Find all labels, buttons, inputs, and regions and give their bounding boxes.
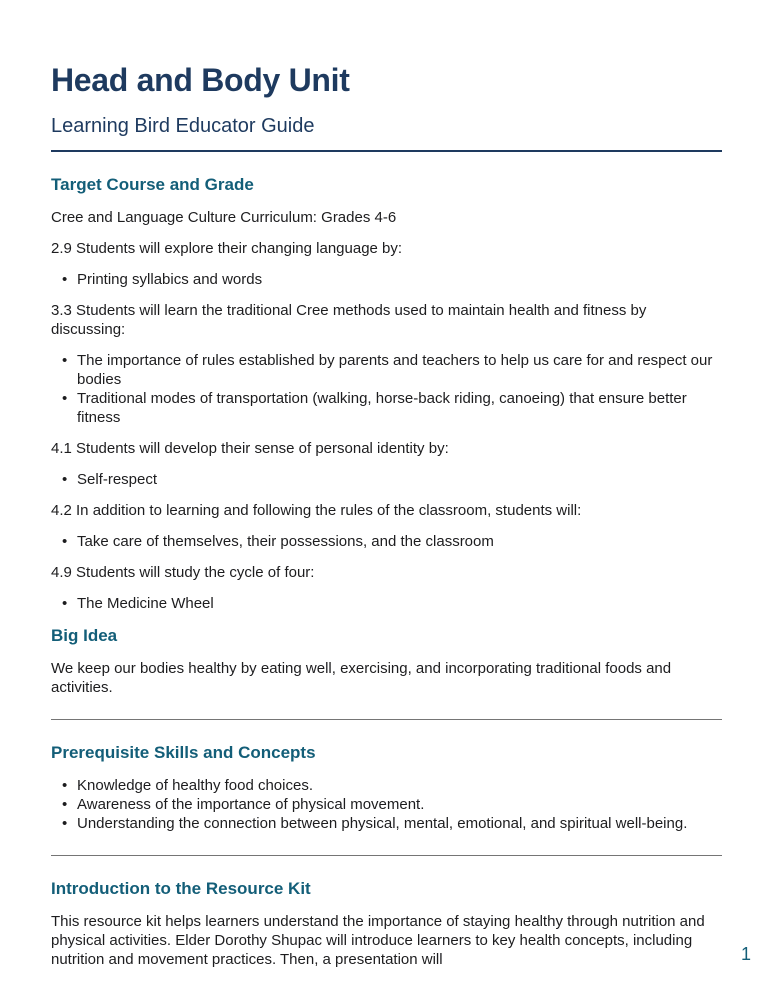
section-heading-introduction: Introduction to the Resource Kit	[51, 879, 311, 898]
outcome-bullets-4-2	[51, 532, 722, 551]
outcome-lead-4-9: 4.9 Students will study the cycle of four:	[51, 564, 315, 581]
bullet-item: • The Medicine Wheel	[62, 594, 722, 613]
section-divider	[51, 855, 722, 856]
title-divider	[51, 150, 722, 152]
page-subtitle: Learning Bird Educator Guide	[51, 115, 315, 137]
outcome-lead-4-1: 4.1 Students will develop their sense of personal identity by:	[51, 440, 449, 457]
introduction-text: This resource kit helps learners understand the importance of staying healthy through nutrition and physical activities. Elder Dorothy Shupac will introduce learners to key health concepts, including nutrition and movement practices. Then, a presentation will	[51, 913, 705, 968]
section-big-idea	[51, 625, 722, 697]
outcome-bullets-4-1	[51, 470, 722, 489]
bullet-item: • The importance of rules established by parents and teachers to help us care for and respect our bodies	[62, 351, 722, 389]
bullet-item: • Take care of themselves, their possessions, and the classroom	[62, 532, 722, 551]
section-target-course-and-grade	[51, 174, 722, 613]
outcome-bullets-3-3	[51, 351, 722, 427]
section-heading-prerequisites: Prerequisite Skills and Concepts	[51, 743, 316, 762]
bullet-item: • Knowledge of healthy food choices.	[62, 776, 722, 795]
section-introduction-resource-kit	[51, 878, 722, 969]
section-divider	[51, 719, 722, 720]
curriculum-line: Cree and Language Culture Curriculum: Grades 4-6	[51, 209, 397, 226]
section-heading-big-idea: Big Idea	[51, 626, 118, 645]
bullet-item: • Printing syllabics and words	[62, 270, 722, 289]
bullet-item: • Self-respect	[62, 470, 722, 489]
section-heading-target-course: Target Course and Grade	[51, 175, 254, 194]
outcome-bullets-2-9	[51, 270, 722, 289]
outcome-lead-2-9: 2.9 Students will explore their changing language by:	[51, 240, 403, 257]
bullet-item: • Awareness of the importance of physical movement.	[62, 795, 722, 814]
outcome-lead-3-3: 3.3 Students will learn the traditional Cree methods used to maintain health and fitness by discussing:	[51, 302, 647, 338]
page-number: 1	[740, 944, 751, 964]
section-prerequisite-skills	[51, 742, 722, 833]
bullet-item: • Traditional modes of transportation (walking, horse-back riding, canoeing) that ensure better fitness	[62, 389, 722, 427]
bullet-item: • Understanding the connection between physical, mental, emotional, and spiritual well-being.	[62, 814, 722, 833]
outcome-lead-4-2: 4.2 In addition to learning and following the rules of the classroom, students will:	[51, 502, 582, 519]
prerequisites-bullets	[51, 776, 722, 833]
page-title: Head and Body Unit	[51, 62, 350, 98]
big-idea-text: We keep our bodies healthy by eating well, exercising, and incorporating traditional foods and activities.	[51, 660, 672, 696]
outcome-bullets-4-9	[51, 594, 722, 613]
